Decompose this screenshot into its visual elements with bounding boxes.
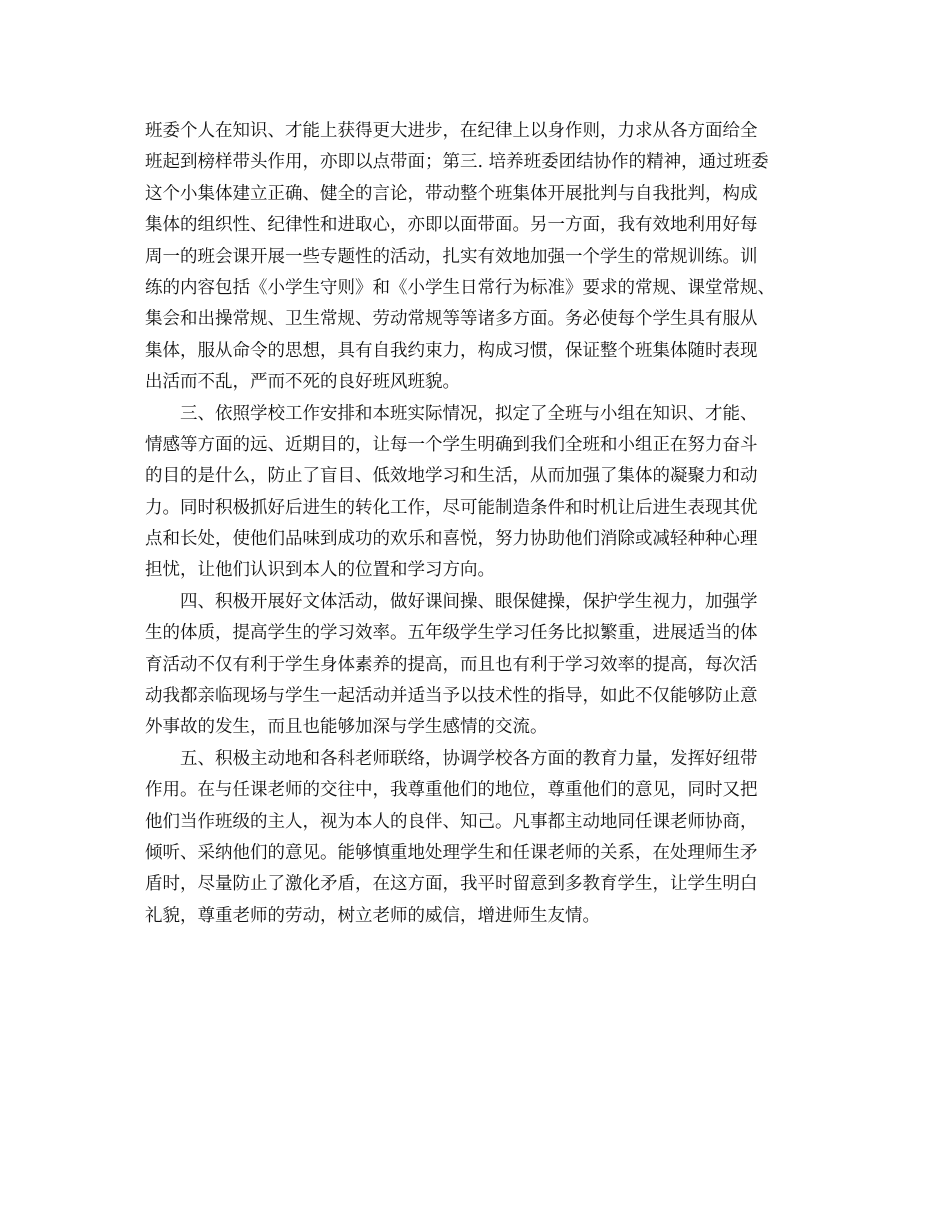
text-line: 出活而不乱，严而不死的良好班风班貌。: [145, 372, 460, 393]
text-line: 作用。在与任课老师的交往中，我尊重他们的地位，尊重他们的意见，同时又把: [145, 780, 758, 801]
text-line: 集体的组织性、纪律性和进取心，亦即以面带面。另一方面，我有效地利用好每: [145, 215, 758, 236]
text-line: 倾听、采纳他们的意见。能够慎重地处理学生和任课老师的关系，在处理师生矛: [145, 842, 758, 863]
text-line: 练的内容包括《小学生守则》和《小学生日常行为标准》要求的常规、课堂常规、: [145, 277, 775, 298]
text-line: 力。同时积极抓好后进生的转化工作，尽可能制造条件和时机让后进生表现其优: [145, 497, 758, 518]
text-line: 这个小集体建立正确、健全的言论，带动整个班集体开展批判与自我批判，构成: [145, 183, 758, 204]
text-line: 集体，服从命令的思想，具有自我约束力，构成习惯，保证整个班集体随时表现: [145, 340, 758, 361]
text-line: 四、积极开展好文体活动，做好课间操、眼保健操，保护学生视力，加强学: [180, 591, 758, 612]
text-line: 集会和出操常规、卫生常规、劳动常规等等诸多方面。务必使每个学生具有服从: [145, 309, 758, 330]
text-line: 生的体质，提高学生的学习效率。五年级学生学习任务比拟繁重，进展适当的体: [145, 623, 758, 644]
text-line: 五、积极主动地和各科老师联络，协调学校各方面的教育力量，发挥好纽带: [180, 748, 758, 769]
text-line: 的目的是什么，防止了盲目、低效地学习和生活，从而加强了集体的凝聚力和动: [145, 466, 758, 487]
text-line: 班委个人在知识、才能上获得更大进步，在纪律上以身作则，力求从各方面给全: [145, 121, 758, 141]
text-line: 担忧，让他们认识到本人的位置和学习方向。: [145, 560, 495, 581]
paragraph-1: [145, 116, 815, 399]
paragraph-2: [145, 399, 815, 587]
document-body: [145, 116, 815, 932]
text-line: 外事故的发生，而且也能够加深与学生感情的交流。: [145, 717, 548, 738]
text-line: 他们当作班级的主人，视为本人的良伴、知己。凡事都主动地同任课老师协商，: [145, 811, 758, 832]
text-line: 盾时，尽量防止了激化矛盾，在这方面，我平时留意到多教育学生，让学生明白: [145, 874, 758, 895]
paragraph-3: [145, 587, 815, 744]
text-line: 周一的班会课开展一些专题性的活动，扎实有效地加强一个学生的常规训练。训: [145, 246, 758, 267]
text-line: 点和长处，使他们品味到成功的欢乐和喜悦，努力协助他们消除或减轻种种心理: [145, 529, 758, 550]
paragraph-4: [145, 744, 815, 932]
text-line: 情感等方面的远、近期目的，让每一个学生明确到我们全班和小组正在努力奋斗: [145, 434, 758, 455]
text-line: 礼貌，尊重老师的劳动，树立老师的威信，增进师生友情。: [145, 905, 600, 926]
text-line: 三、依照学校工作安排和本班实际情况，拟定了全班与小组在知识、才能、: [180, 403, 758, 424]
text-line: 育活动不仅有利于学生身体素养的提高，而且也有利于学习效率的提高，每次活: [145, 654, 758, 675]
text-line: 动我都亲临现场与学生一起活动并适当予以技术性的指导，如此不仅能够防止意: [145, 686, 758, 707]
text-line: 班起到榜样带头作用，亦即以点带面；第三. 培养班委团结协作的精神，通过班委: [145, 152, 769, 173]
